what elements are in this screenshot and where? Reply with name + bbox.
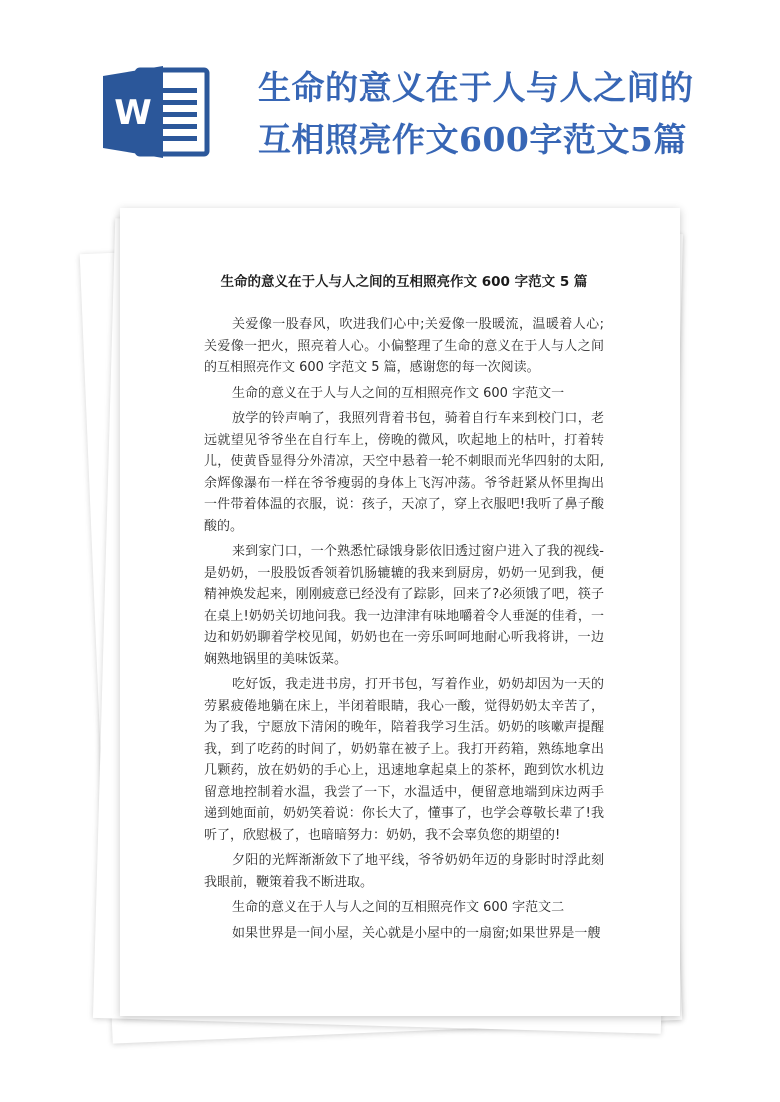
paragraph: 吃好饭，我走进书房，打开书包，写着作业，奶奶却因为一天的劳累疲倦地躺在床上，半闭着眼睛，我心一酸，觉得奶奶太辛苦了，为了我，宁愿放下清闲的晚年，陪着我学习生活。奶奶的咳嗽声提醒我，到了吃药的时间了，奶奶靠在被子上。我打开药箱，熟练地拿出几颗药，放在奶奶的手心上，迅速地拿起桌上的茶杯，跑到饮水机边留意地控制着水温，我尝了一下，水温适中，便留意地端到床边两手递到她面前，奶奶笑着说：你长大了，懂事了，也学会尊敬长辈了!我听了，欣慰极了，也暗暗努力：奶奶，我不会辜负您的期望的!	[204, 677, 604, 843]
page-heading: 生命的意义在于人与人之间的互相照亮作文 600 字范文 5 篇	[220, 274, 588, 290]
paragraph: 来到家门口，一个熟悉忙碌饿身影依旧透过窗户进入了我的视线-是奶奶，一股股饭香领着饥肠辘辘的我来到厨房，奶奶一见到我，便精神焕发起来，刚刚疲意已经没有了踪影，回来了?必须饿了吧，筷子在桌上!奶奶关切地问我。我一边津津有味地嚼着令人垂涎的佳肴，一边和奶奶聊着学校见闻，奶奶也在一旁乐呵呵地耐心听我将讲，一边娴熟地锅里的美味饭菜。	[204, 544, 604, 667]
svg-text:W: W	[114, 93, 152, 133]
word-document-icon	[103, 66, 211, 158]
paragraph: 放学的铃声响了，我照列背着书包，骑着自行车来到校门口，老远就望见爷爷坐在自行车上，傍晚的微风，吹起地上的枯叶，打着转儿，使黄昏显得分外清凉，天空中悬着一轮不刺眼而光华四射的太阳,余辉像瀑布一样在爷爷瘦弱的身体上飞泻冲荡。爷爷赶紧从怀里掏出一件带着体温的衣服，说：孩子，天凉了，穿上衣服吧!我听了鼻子酸酸的。	[204, 411, 604, 534]
section-heading-1: 生命的意义在于人与人之间的互相照亮作文 600 字范文一	[232, 385, 565, 401]
document-page	[120, 208, 680, 1016]
title-line-2: 互相照亮作文600字范文5篇	[258, 120, 687, 159]
header-banner	[0, 0, 780, 200]
paragraph: 夕阳的光辉渐渐敛下了地平线，爷爷奶奶年迈的身影时时浮此刻我眼前，鞭策着我不断进取。	[204, 853, 604, 890]
section-heading-2: 生命的意义在于人与人之间的互相照亮作文 600 字范文二	[232, 900, 565, 915]
paragraph-intro: 关爱像一股春风，吹进我们心中;关爱像一股暖流，温暖着人心;关爱像一把火，照亮着人心。小偏整理了生命的意义在于人与人之间的互相照亮作文 600 字范文 5 篇，感谢您的每一次阅读。	[204, 317, 604, 375]
page-content	[204, 270, 604, 948]
document-title	[258, 62, 758, 166]
title-line-1: 生命的意义在于人与人之间的	[258, 68, 694, 107]
paragraph: 如果世界是一间小屋，关心就是小屋中的一扇窗;如果世界是一艘	[232, 925, 601, 941]
